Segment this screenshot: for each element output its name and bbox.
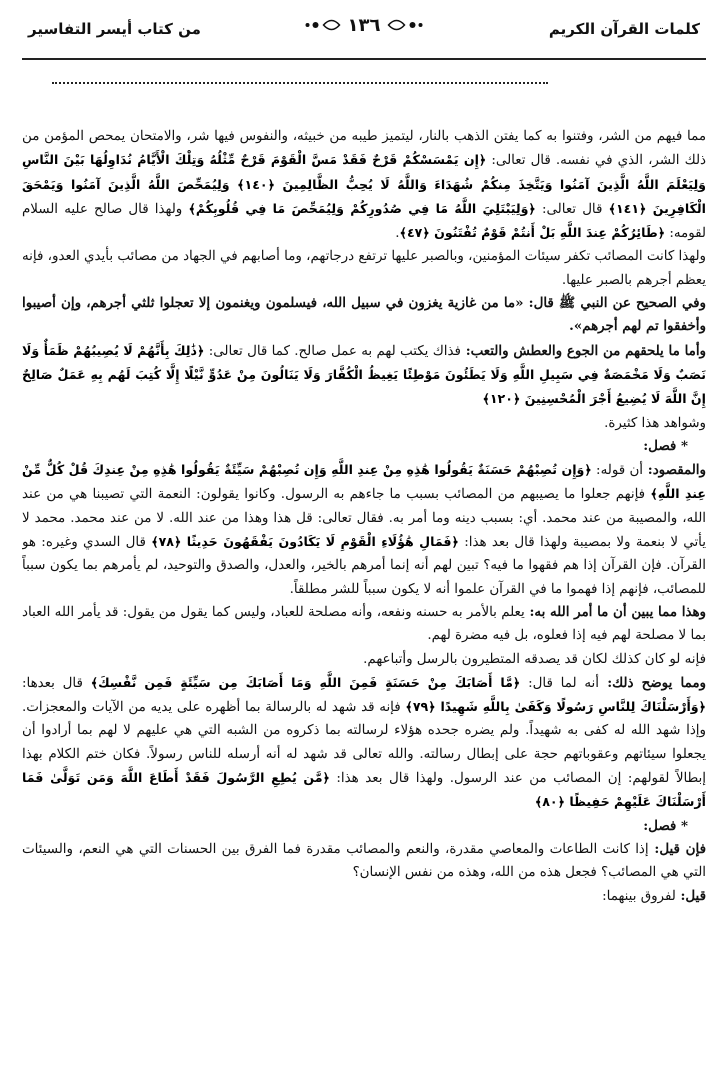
page-body: [22, 125, 706, 1074]
source-title: من كتاب أيسر التفاسير: [28, 20, 201, 38]
paragraph: [22, 601, 706, 648]
body-text: إذا كانت الطاعات والمعاصي مقدرة، والنعم والمصائب مقدرة فما الفرق بين الحسنات التي هي النعم، والسيئات التي هي المصائب؟ فجعل هذه من الله، وهذه من نفس الإنسان؟: [22, 841, 706, 881]
body-text: فإنه قد شهد له بالرسالة بما أظهره على يديه من الآيات والمعجزات. وإذا شهد الله له كفى به شهيداً. ولم يضره جحده هؤلاء لرسالته بما ذكروه من الشبه التي هي عليهم لا لهم بما أرادوا أن يجعلوا سيئاتهم وعقوباتهم حجة على إبطال رسالته. والله تعالى قد شهد له أنه أرسله للناس رسولاً. فكان ختم الكلام بهذا إبطالاً لقولهم: إن المصائب من عند الرسول. ولهذا قال بعد هذا:: [22, 700, 706, 787]
body-text: .: [395, 226, 400, 242]
book-title: كلمات القرآن الكريم: [548, 20, 700, 38]
body-text: أنه لما قال:: [520, 675, 599, 691]
paragraph: [22, 885, 706, 908]
quran-verse: ﴿مَّا أَصَابَكَ مِنْ حَسَنَةٍ فَمِنَ اللَّهِ وَمَا أَصَابَكَ مِن سَيِّئَةٍ فَمِن نَّفْسِكَ﴾: [90, 674, 521, 690]
body-text: فإنه لو كان كذلك لكان قد يصدقه المتطيرون بالرسل وأتباعهم.: [363, 651, 706, 667]
ornament-icon: [302, 14, 342, 36]
body-text: مما فيهم من الشر، وفتنوا به كما يفتن الذهب بالنار، ليتميز طيبه من خبيثه، والنفوس فيها شر، والامتحان يمحص المؤمن من ذلك الشر، الذي في نفسه. قال تعالى:: [22, 129, 706, 169]
header-rule: [22, 58, 706, 60]
paragraph: [22, 648, 706, 671]
bold-text: * فصل:: [643, 817, 688, 834]
bold-text: ومما يوضح ذلك:: [598, 674, 706, 691]
page-number-ornament: [302, 14, 427, 36]
paragraph: [22, 245, 706, 292]
bold-text: وفي الصحيح عن النبي ﷺ قال:: [523, 295, 706, 312]
bold-text: «ما من غازية يغزون في سبيل الله، فيسلمون ويغنمون إلا تعجلوا ثلثي أجرهم، وإن أصيبوا وأخفقوا تم لهم أجرهم».: [22, 295, 706, 335]
quran-verse: ﴿مَّن يُطِعِ الرَّسُولَ فَقَدْ أَطَاعَ اللَّهَ وَمَن تَوَلَّىٰ فَمَا أَرْسَلْنَاكَ عَلَيْهِمْ حَفِيظًا ﴿٨٠﴾: [22, 770, 706, 810]
quran-verse: ﴿وَأَرْسَلْنَاكَ لِلنَّاسِ رَسُولًا وَكَفَىٰ بِاللَّهِ شَهِيدًا ﴿٧٩﴾: [405, 699, 706, 715]
bold-text: وهذا مما يبين أن ما أمر الله به:: [524, 603, 706, 620]
bold-text: فإن قيل:: [648, 840, 706, 857]
paragraph: [22, 412, 706, 435]
bold-text: وأما ما يلحقهم من الجوع والعطش والتعب:: [460, 342, 706, 359]
bold-text: قيل:: [675, 887, 706, 904]
dotted-separator: [52, 82, 548, 84]
bold-text: والمقصود:: [643, 462, 706, 479]
page-header: [28, 14, 700, 54]
body-text: لفروق بينهما:: [602, 888, 676, 904]
ornament-icon: [386, 14, 426, 36]
quran-verse: ﴿ذَٰلِكَ بِأَنَّهُمْ لَا يُصِيبُهُمْ ظَمَأٌ وَلَا نَصَبٌ وَلَا مَخْمَصَةٌ فِي سَبِيلِ اللَّهِ وَلَا يَطَئُونَ مَوْطِئًا يَغِيظُ الْكُفَّارَ وَلَا يَنَالُونَ مِنْ عَدُوٍّ نَّيْلًا إِلَّا كُتِبَ لَهُم بِهِ عَمَلٌ صَالِحٌ إِنَّ اللَّهَ لَا يُضِيعُ أَجْرَ الْمُحْسِنِينَ ﴿١٢٠﴾: [22, 342, 706, 407]
quran-verse: ﴿فَمَالِ هَٰؤُلَاءِ الْقَوْمِ لَا يَكَادُونَ يَفْقَهُونَ حَدِيثًا ﴿٧٨﴾: [151, 534, 459, 550]
bold-text: * فصل:: [643, 437, 688, 454]
body-text: قال بعدها:: [22, 675, 91, 691]
paragraph: [22, 458, 706, 601]
paragraph: [22, 815, 706, 838]
body-text: ولهذا كانت المصائب تكفر سيئات المؤمنين، وبالصبر عليها ترتفع درجاتهم، وما أصابهم في الجهاد من مصائب بأيدي العدو، فإنه يعظم أجرهم بالصبر عليها.: [22, 249, 706, 288]
quran-verse: ﴿إِن يَمْسَسْكُمْ قَرْحٌ فَقَدْ مَسَّ الْقَوْمَ قَرْحٌ مِّثْلُهُ وَتِلْكَ الْأَيَّامُ نُدَاوِلُهَا بَيْنَ النَّاسِ وَلِيَعْلَمَ اللَّهُ الَّذِينَ آمَنُوا وَيَتَّخِذَ مِنكُمْ شُهَدَاءَ وَاللَّهُ لَا يُحِبُّ الظَّالِمِينَ ﴿١٤٠﴾ وَلِيُمَحِّصَ اللَّهُ الَّذِينَ آمَنُوا وَيَمْحَقَ الْكَافِرِينَ ﴿١٤١﴾: [22, 152, 706, 216]
quran-verse: ﴿طَائِرُكُمْ عِندَ اللَّهِ بَلْ أَنتُمْ قَوْمٌ تُفْتَنُونَ ﴿٤٧﴾: [399, 225, 666, 241]
paragraph: [22, 435, 706, 458]
paragraph: [22, 671, 706, 815]
body-text: فذاك يكتب لهم به عمل صالح. كما قال تعالى:: [204, 343, 461, 359]
quran-verse: ﴿وَإِن تُصِبْهُمْ حَسَنَةٌ يَقُولُوا هَٰذِهِ مِنْ عِندِ اللَّهِ وَإِن تُصِبْهُمْ سَيِّئَةٌ يَقُولُوا هَٰذِهِ مِنْ عِندِكَ قُلْ كُلٌّ مِّنْ عِندِ اللَّهِ﴾: [22, 462, 706, 502]
body-text: يعلم بالأمر به حسنه ونفعه، وأنه مصلحة للعباد، وليس كما يقول من يقول: قد يأمر الله العباد بما لا مصلحة لهم فيه إذا فعلوه، بل فيه مضرة لهم.: [22, 604, 706, 644]
paragraph: [22, 292, 706, 339]
page-number: ١٣٦: [347, 14, 381, 36]
paragraph: [22, 125, 706, 245]
body-text: قال السدي وغيره: هو القرآن. فإن القرآن إذا هم فقهوا ما فيه؟ تبين لهم أنه إنما أمرهم بالخير، والعدل، والصدق والتوحيد، لم يأمرهم بما يكون سبباً للمصائب، فإنهم إذا فهموا ما في القرآن علموا أنه لا يكون سبباً للشر مطلقاً.: [22, 535, 706, 597]
quran-verse: ﴿وَلِيَبْتَلِيَ اللَّهُ مَا فِي صُدُورِكُمْ وَلِيُمَحِّصَ مَا فِي قُلُوبِكُمْ﴾: [188, 200, 536, 216]
body-text: قال تعالى:: [535, 201, 609, 217]
body-text: وشواهد هذا كثيرة.: [604, 415, 706, 431]
body-text: فإنهم جعلوا ما يصيبهم من المصائب بسبب ما جاءهم به الرسول. وكانوا يقولون: النعمة التي تصيبنا هي من عند الله، والمصيبة من عند محمد. أي: بسبب دينه وما أمر به. فقال تعالى: قل هذا وهذا من عند الله. لا من عند محمد. محمد لا يأتي لا بنعمة ولا بمصيبة ولهذا قال بعد هذا:: [22, 487, 706, 551]
paragraph: [22, 838, 706, 885]
body-text: أن قوله:: [591, 463, 644, 479]
paragraph: [22, 339, 706, 412]
body-text: ولهذا قال صالح عليه السلام لقومه:: [22, 201, 706, 242]
